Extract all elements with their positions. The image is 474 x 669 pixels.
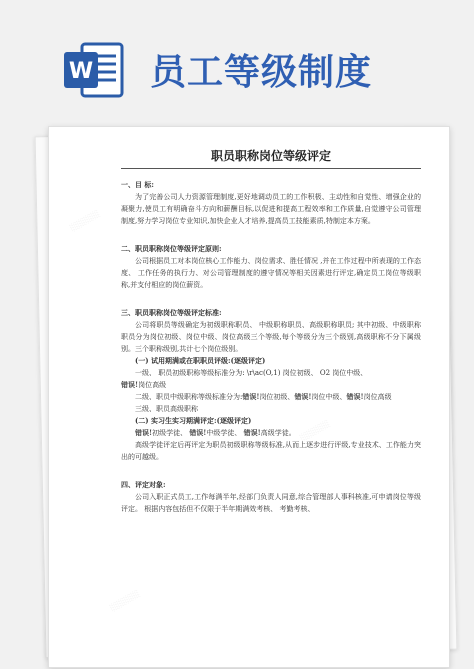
- section-heading: 二、职员职称岗位等级评定原则:: [121, 244, 222, 253]
- paragraph: [121, 379, 421, 391]
- text-run: 岗位初级、: [259, 393, 295, 401]
- error-marker: 错误!: [243, 428, 261, 437]
- section-heading: 四、评定对象:: [121, 480, 166, 489]
- text-run: 岗位中级、: [311, 393, 347, 401]
- banner: [0, 0, 474, 120]
- paragraph: 为了完善公司人力资源管理制度,更好地调动员工的工作积极、主动性和自觉性、增强企业的凝聚力,使员工有明确奋斗方向和薪酬目标,以促进和提高工程效率和工作质量,自觉遵守公司管理制度,努力学习岗位专业知识,加快企业人才培养,提高员工技能素质,特制定本方案。: [121, 193, 421, 225]
- watermark-mark: ░░░░░░: [299, 419, 332, 443]
- paragraph: [121, 391, 421, 403]
- word-document-icon: [62, 38, 126, 102]
- document-body: [121, 139, 421, 515]
- text-run: 初级学徒、: [152, 429, 188, 437]
- text-run: 中级学徒、: [206, 429, 242, 437]
- banner-title: 员工等级制度: [150, 52, 373, 93]
- document-page: [48, 126, 450, 668]
- word-icon-letter: W: [68, 59, 94, 84]
- paragraph: 公司将职员等级确定为初级职称职员、 中级职称职员、高级职称职员; 其中初级、中级职称职员分为岗位初级、岗位中级、岗位高级三个等级,每个等级分为三个级别,高级职称不分下属级别。三个职称级别,共计七个岗位级别。: [121, 321, 421, 353]
- text-run: 高级学徒。: [260, 429, 296, 437]
- document-title: 职员职称岗位等级评定: [121, 147, 421, 169]
- text-run: 二级、职员中级职称等级标准分为:: [135, 393, 243, 401]
- text-run: 岗位高级: [363, 393, 392, 401]
- paragraph: 一级、 职员初级职称等级标准分为: \r\ac(O,1) 岗位初级、 O2 岗位中级、: [135, 369, 368, 377]
- paragraph: 三级、职员高级职称: [135, 405, 198, 413]
- section-heading: 三、职员职称岗位等级评定标准:: [121, 308, 222, 317]
- paragraph: [121, 427, 421, 439]
- error-marker: 错误!: [189, 428, 207, 437]
- error-marker: 错误!: [294, 392, 312, 401]
- watermark-mark: ░░░░░░: [69, 209, 102, 233]
- paragraph: 公司入职正式员工,工作每满半年,经部门负责人同意,综合管理部人事科核准,可申请岗位等级评定。 根据内容包括但不仅限于半年期满效考核、 考勤考核、: [121, 493, 421, 513]
- error-marker: 错误!: [242, 392, 260, 401]
- error-marker: 错误!: [135, 428, 153, 437]
- text-run: 岗位高级: [138, 381, 167, 389]
- watermark-mark: ░░░░░░: [109, 589, 142, 613]
- subsection-heading: (二) 实习生实习期满评定:(逐级评定): [135, 416, 252, 425]
- section-heading: 一、目 标:: [121, 180, 155, 189]
- error-marker: 错误!: [121, 380, 139, 389]
- paragraph: 高级学徒评定后再评定为职员初级职称等级标准,从而上逐步进行评级,专业技术、工作能力突出的可越级。: [121, 441, 421, 461]
- subsection-heading: (一) 试用期满或在职职员评级:(逐级评定): [135, 356, 266, 365]
- error-marker: 错误!: [346, 392, 364, 401]
- paragraph: 公司根据员工对本岗位核心工作能力、岗位需求、胜任情况 ,并在工作过程中所表现的工作态度、 工作任务的执行力、对公司管理制度的遵守情况等相关因素进行评定,确定员工岗位等级职称,并支付相应的岗位薪资。: [121, 257, 421, 289]
